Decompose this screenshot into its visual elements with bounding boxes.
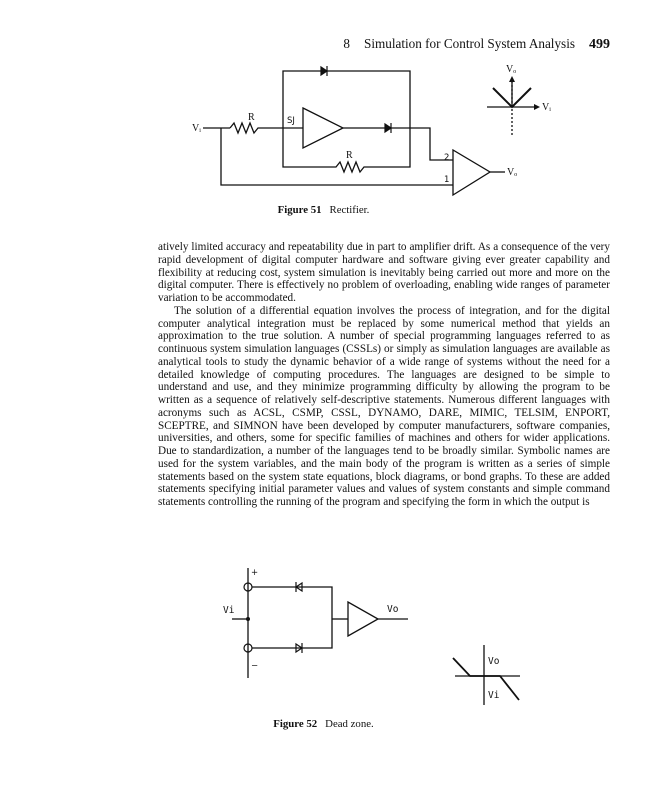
- figure-52-caption: [0, 718, 647, 731]
- figure-52-title: Dead zone.: [325, 718, 374, 730]
- figure-51-title: Rectifier.: [329, 204, 370, 216]
- figure-51-label: Figure 51: [277, 204, 322, 216]
- opamp-2: [453, 150, 490, 195]
- fig52-output-label: Vo: [387, 604, 399, 615]
- bridge-top: [252, 587, 332, 648]
- top-diode: [321, 67, 327, 75]
- fig51-resistor-label: R: [248, 112, 255, 123]
- input-resistor: [230, 123, 283, 133]
- opamp-1: [303, 108, 343, 148]
- mid-diode: [385, 124, 391, 132]
- fig52-plot-x-label: Vi: [488, 690, 500, 701]
- fig51-input-label: Vᵢ: [192, 123, 201, 134]
- fig51-output-label: Vₒ: [507, 167, 518, 178]
- fig52-plot-y-label: Vo: [488, 656, 500, 667]
- figure-52-dead-zone-diagram: [0, 555, 647, 725]
- page-number: 499: [589, 37, 610, 52]
- figure-52-label: Figure 52: [273, 718, 318, 730]
- fig52-input-label: Vi: [223, 605, 235, 616]
- dead-zone-transfer-plot: [453, 645, 520, 705]
- body-text: [158, 241, 610, 509]
- paragraph: atively limited accuracy and repeatability due in part to amplifier drift. As a consequence of the very rapid development of digital computer hardware and software giving ever greater capability and flexibility at reducing cost, system simulation is inevitably being carried out more and more on the digital computer. There is effectively no problem of overloading, enabling wide ranges of parameter variation to be accommodated.: [158, 241, 610, 304]
- chapter-number: 8: [343, 36, 350, 51]
- fig51-feedback-resistor-label: R: [346, 150, 353, 161]
- node-wire: [221, 128, 453, 185]
- paragraph: The solution of a differential equation involves the process of integration, and for the digital computer analytical integration must be replaced by some numerical method that yields an approximation to the true solution. A number of special programming languages referred to as continuous system simulation languages (CSSLs) or simply as simulation languages are available as analytical tools to study the dynamic behavior of a wide range of systems without the need for a detailed knowledge of computing procedures. The languages are designed to be simple to understand and use, and they minimize programming difficulty by allowing the program to be written as a sequence of relatively self-descriptive statements. Numerous different languages with acronyms such as ACSL, CSMP, CSSL, DYNAMO, DARE, MIMIC, TELSIM, ENPORT, SCEPTRE, and SIMNON have been developed by computer manufacturers, software companies, universities, and others, some for specific families of machines and others for wider applications. Due to standardization, a number of the languages tend to be broadly similar. Symbolic names are used for the system variables, and the main body of the program is written as a series of simple statements based on the system state equations, block diagrams, or bond graphs. To these are added statements specifying initial parameter values and values of system constants and simple command statements controlling the running of the program and specifying the form in which the output is: [158, 304, 610, 508]
- rectifier-transfer-plot: [487, 78, 537, 135]
- fig51-sj-label: SJ: [287, 116, 295, 126]
- fig51-amp-input-1: 1: [444, 175, 450, 185]
- fig51-plot-y-label: Vₒ: [506, 64, 517, 75]
- opamp1-output-wire: [343, 128, 453, 160]
- chapter-title: Simulation for Control System Analysis: [363, 36, 575, 51]
- figure-51-caption: [0, 204, 647, 217]
- fig51-amp-input-2: 2: [444, 153, 450, 163]
- fig52-minus-label: −: [251, 661, 259, 671]
- fig51-plot-x-label: Vᵢ: [542, 102, 551, 113]
- top-feedback-wire: [283, 71, 410, 128]
- fig52-plus-label: +: [251, 568, 259, 578]
- opamp: [348, 602, 378, 636]
